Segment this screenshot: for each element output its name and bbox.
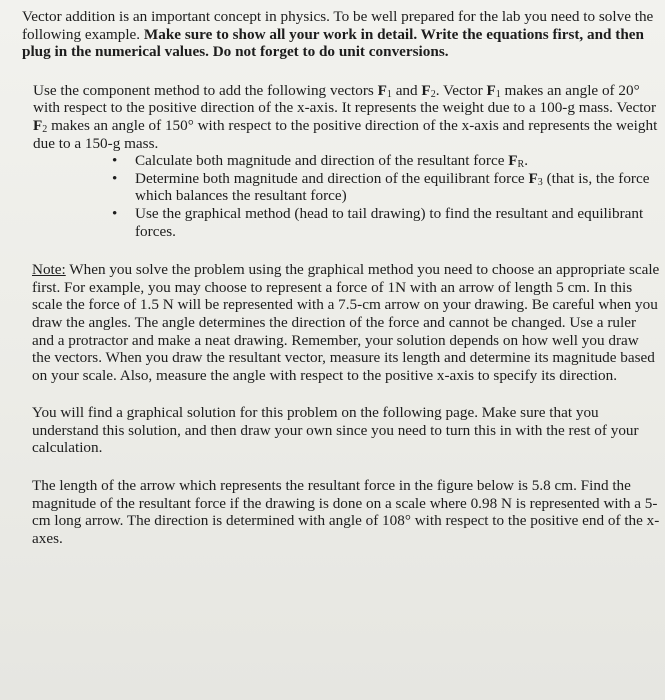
bullet-icon: • (112, 152, 118, 170)
intro-paragraph (22, 8, 661, 61)
vector-symbol: F (486, 81, 496, 99)
vector-subscript: 2 (430, 88, 436, 100)
task-text: makes an angle of 150° with respect to the positive direction of the x-axis and represents the weight due to a 150-g mass. (33, 116, 658, 152)
intro-instructions: Make sure to show all your work in detail. Write the equations first, and then plug in the numerical values. Do not forget to do unit conversions. (22, 25, 644, 61)
vector-subscript: 1 (386, 88, 392, 100)
intro-text: Vector addition is an important concept in physics. To be well prepared for the lab you need to solve the following example. (22, 8, 654, 43)
resultant-question-paragraph: The length of the arrow which represents the resultant force in the figure below is 5.8 cm. Find the magnitude of the resultant force if the drawing is done on a scale where 0.98 N is represented with a 5-cm long arrow. The direction is determined with angle of 108° with respect to the positive end of the x-axes. (32, 477, 660, 547)
list-item-text: Determine both magnitude and direction of the equilibrant force (135, 169, 529, 187)
task-text: makes an angle of 20° with respect to the positive direction of the x-axis. It represents the weight due to a 100-g mass. Vector (33, 81, 657, 117)
vector-subscript: R (517, 159, 525, 171)
list-item-text: . (524, 152, 528, 170)
vector-symbol: F (508, 152, 518, 170)
vector-symbol: F (377, 81, 387, 99)
note-text: When you solve the problem using the graphical method you need to choose an appropriate scale first. For example, you may choose to represent a force of 1N with an arrow of length 5 cm. In this scale the force of 1.5 N will be represented with a 7.5-cm arrow on your drawing. Be careful when you draw the angles. The angle determines the direction of the force and cannot be changed. Use a ruler and a protractor and make a neat drawing. Remember, your solution depends on how well you draw the vectors. When you draw the resultant vector, measure its length and determine its magnitude based on your scale. Also, measure the angle with respect to the positive x-axis to specify its direction. (32, 261, 660, 384)
task-text: Use the component method to add the following vectors (33, 81, 378, 99)
vector-symbol: F (421, 81, 431, 99)
note-paragraph (32, 261, 661, 384)
vector-subscript: 1 (495, 88, 501, 100)
vector-symbol: F (528, 169, 538, 187)
list-item (32, 205, 661, 240)
vector-subscript: 2 (42, 123, 48, 135)
task-block (22, 82, 661, 548)
task-paragraph (33, 82, 661, 152)
list-item-text: Calculate both magnitude and direction of the resultant force (135, 152, 509, 170)
graphical-solution-paragraph: You will find a graphical solution for this problem on the following page. Make sure that you understand this solution, and then draw your own since you need to turn this in with the rest of your calculation. (32, 404, 639, 457)
task-text: and (391, 81, 422, 99)
task-list (32, 152, 661, 240)
list-item-text: (that is, the force which balances the resultant force) (135, 169, 650, 205)
list-item (32, 152, 661, 170)
vector-symbol: F (33, 116, 43, 134)
note-label: Note: (32, 261, 66, 279)
list-item-text: Use the graphical method (head to tail drawing) to find the resultant and equilibrant forces. (135, 204, 644, 240)
bullet-icon: • (112, 169, 118, 187)
vector-subscript: 3 (537, 176, 543, 188)
task-text: . Vector (435, 81, 487, 99)
list-item (32, 170, 661, 205)
bullet-icon: • (112, 204, 118, 222)
